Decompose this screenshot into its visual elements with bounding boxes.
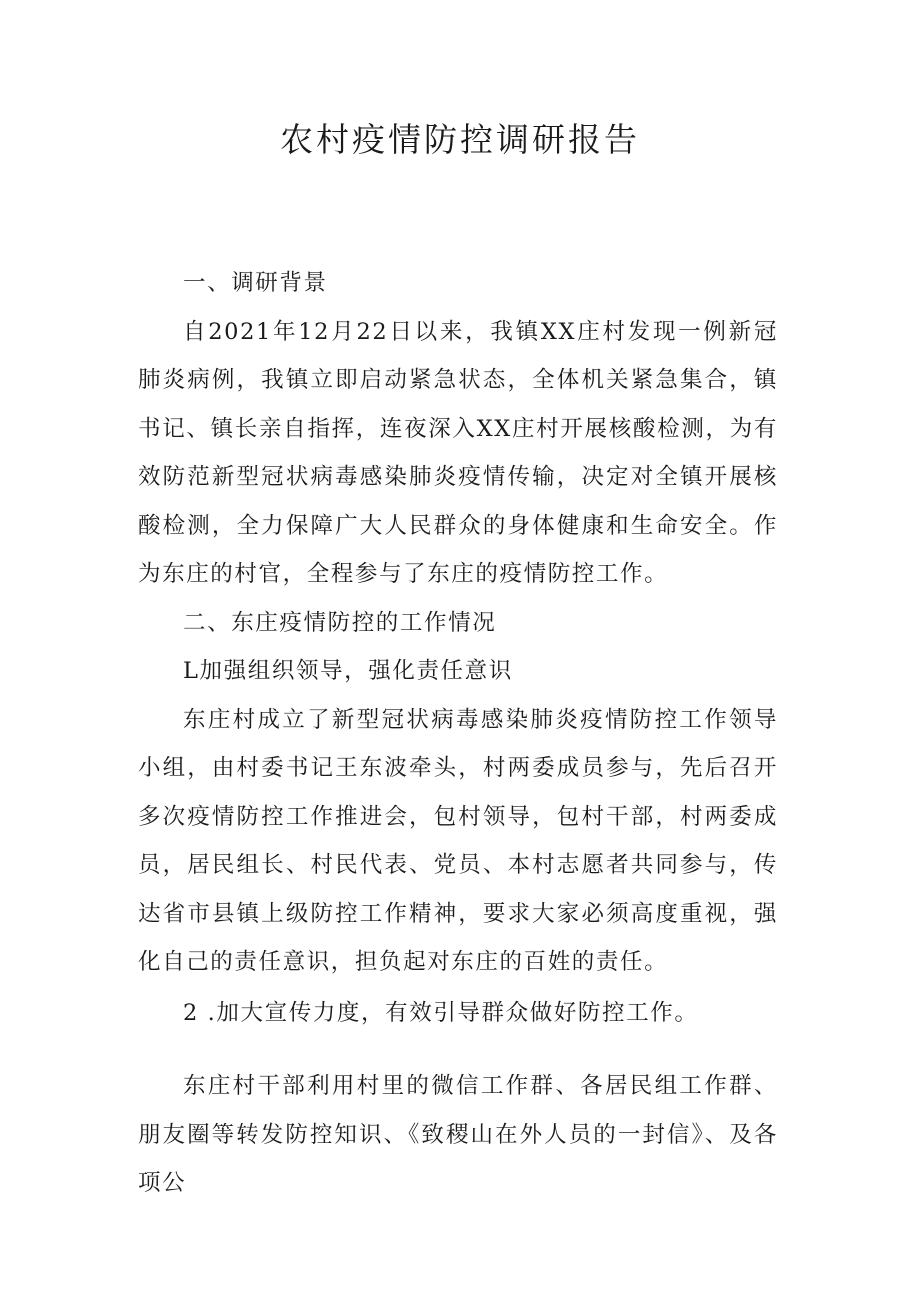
document-title: 农村疫情防控调研报告 bbox=[280, 120, 640, 159]
paragraph-background: 自2021年12月22日以来，我镇XX庄村发现一例新冠肺炎病例，我镇立即启动紧急状态，全体机关紧急集合，镇书记、镇长亲自指挥，连夜深入XX庄村开展核酸检测，为有效防范新型冠状病毒感染肺炎疫情传输，决定对全镇开展核酸检测，全力保障广大人民群众的身体健康和生命安全。作为东庄的村官，全程参与了东庄的疫情防控工作。 bbox=[138, 318, 778, 587]
section-heading-work-status: 二、东庄疫情防控的工作情况 bbox=[183, 609, 497, 636]
document-body bbox=[138, 259, 778, 1208]
paragraph-publicity: 东庄村干部利用村里的微信工作群、各居民组工作群、朋友圈等转发防控知识、《致稷山在外人员的一封信》、及各项公 bbox=[138, 1073, 778, 1196]
subheading-organization: L加强组织领导，强化责任意识 bbox=[183, 658, 513, 684]
section-heading-background: 一、调研背景 bbox=[183, 270, 328, 296]
paragraph-organization: 东庄村成立了新型冠状病毒感染肺炎疫情防控工作领导小组，由村委书记王东波牵头，村两委成员参与，先后召开多次疫情防控工作推进会，包村领导，包村干部，村两委成员，居民组长、村民代表、党员、本村志愿者共同参与，传达省市县镇上级防控工作精神，要求大家必须高度重视，强化自己的责任意识，担负起对东庄的百姓的责任。 bbox=[138, 706, 778, 975]
subheading-publicity: 2 .加大宣传力度，有效引导群众做好防控工作。 bbox=[183, 999, 699, 1026]
